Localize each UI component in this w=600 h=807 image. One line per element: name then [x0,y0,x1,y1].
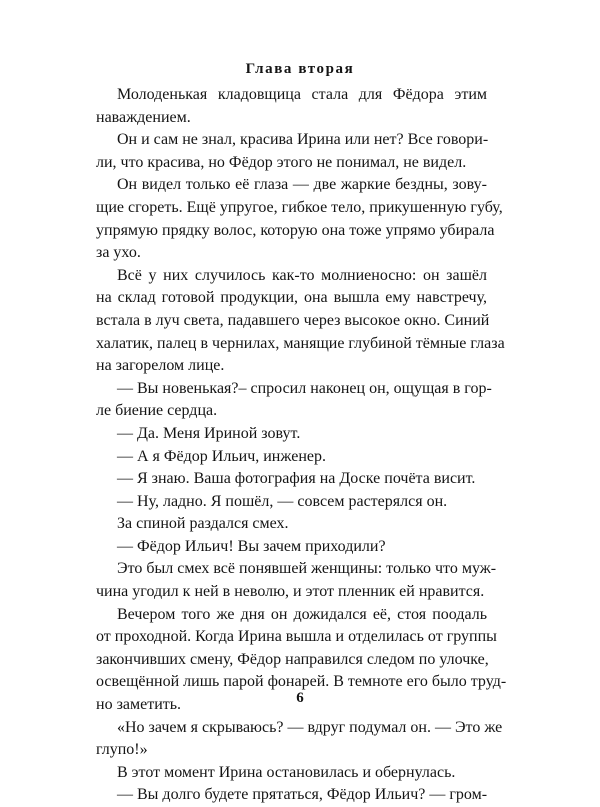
text-line: на склад готовой продукции, она вышла ему навстречу, [96,289,487,307]
text-line: За спиной раздался смех. [117,515,289,533]
text-line: Всё у них случилось как-то молниеносно: он зашёл [117,266,487,284]
chapter-title: Глава вторая [245,61,355,77]
text-line: глупо!» [96,741,148,759]
text-line: — А я Фёдор Ильич, инженер. [117,447,326,465]
text-line: — Да. Меня Ириной зовут. [117,424,301,442]
text-line: от проходной. Когда Ирина вышла и отделилась от группы [96,628,497,646]
text-line: Он видел только её глаза — две жаркие бездны, зову- [117,176,487,194]
text-line: Вечером того же дня он дожидался её, стоя поодаль [117,605,487,623]
text-line: «Но зачем я скрываюсь? — вдруг подумал он. — Это же [117,718,503,736]
text-line: В этот момент Ирина остановилась и обернулась. [117,763,456,781]
text-line: закончивших смену, Фёдор направился следом по улочке, [96,650,489,668]
text-line: Это был смех всё понявшей женщины: только что муж- [117,560,497,578]
text-line: Он и сам не знал, красива Ирина или нет? Все говори- [117,131,489,149]
text-line: — Вы новенькая?– спросил наконец он, ощущая в гор- [117,379,492,397]
text-line: но заметить. [96,696,182,714]
text-line: Молоденькая кладовщица стала для Фёдора этим [117,86,487,103]
text-line: — Я знаю. Ваша фотография на Доске почёта висит. [117,470,476,488]
text-line: за ухо. [96,244,141,262]
page-number: 6 [296,690,304,706]
text-line: освещённой лишь парой фонарей. В темноте его было труд- [96,673,507,691]
text-line: ле биение сердца. [96,402,218,420]
text-line: — Ну, ладно. Я пошёл, — совсем растерялся он. [117,492,448,510]
text-line: — Вы долго будете прятаться, Фёдор Ильич? — гром- [117,786,488,804]
text-line: встала в луч света, падавшего через высокое окно. Синий [96,311,490,329]
text-line: упрямую прядку волос, которую она тоже упрямо убирала [96,221,495,239]
text-line: щие сгореть. Ещё упругое, гибкое тело, прикушенную губу, [96,198,503,216]
text-line: — Фёдор Ильич! Вы зачем приходили? [117,537,386,555]
text-line: халатик, палец в чернилах, манящие глубиной тёмные глаза [96,334,505,352]
text-line: ли, что красива, но Фёдор этого не понимал, не видел. [96,153,467,171]
text-line: чина угодил к ней в неволю, и этот пленник ей нравится. [96,583,485,601]
text-line: наваждением. [96,108,191,126]
text-line: на загорелом лице. [96,357,225,375]
